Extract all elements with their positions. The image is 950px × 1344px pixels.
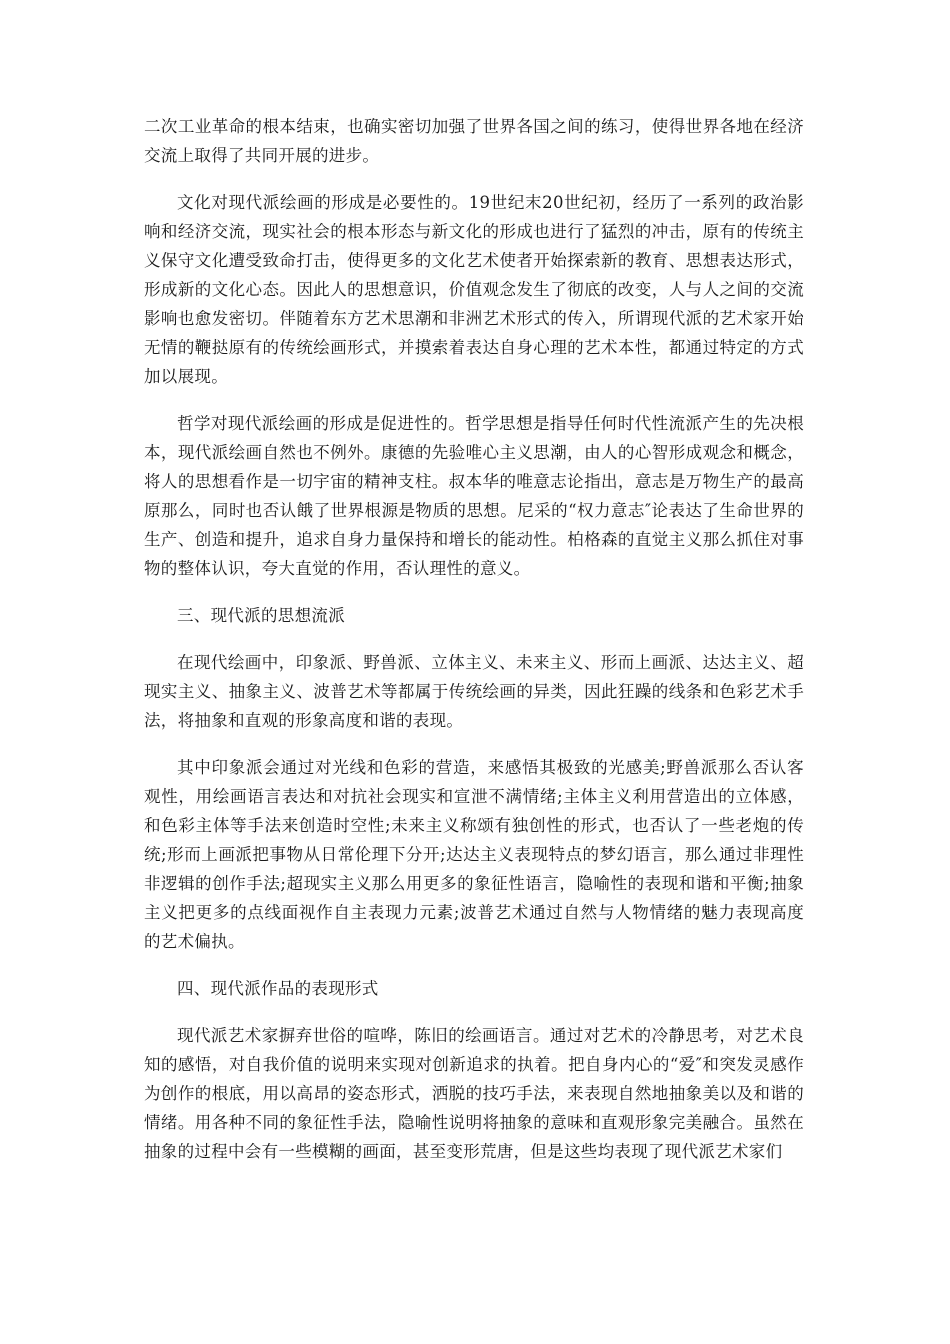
paragraph-philosophy: 哲学对现代派绘画的形成是促进性的。哲学思想是指导任何时代性流派产生的先决根本，现代派绘画自然也不例外。康德的先验唯心主义思潮，由人的心智形成观念和概念，将人的思想看作是一切宇宙的精神支柱。叔本华的唯意志论指出，意志是万物生产的最高原那么，同时也否认餓了世界根源是物质的思想。尼采的“权力意志″论表达了生命世界的生产、创造和提升，追求自身力量保持和增长的能动性。柏格森的直觉主义那么抓住对事物的整体认识，夸大直觉的作用，否认理性的意义。 [144,414,804,578]
document-body [144,112,804,1166]
section-heading-3: 三、现代派的思想流派 [177,606,345,625]
paragraph-forms: 现代派艺术家摒弃世俗的喧哗，陈旧的绘画语言。通过对艺术的冷静思考，对艺术良知的感悟，对自我价值的说明来实现对创新追求的执着。把自身内心的“爱″和突发灵感作为创作的根底，用以高昂的姿态形式，洒脱的技巧手法，来表现自然地抽象美以及和谐的情绪。用各种不同的象征性手法，隐喻性说明将抽象的意味和直观形象完美融合。虽然在抽象的过程中会有一些模糊的画面，甚至变形荒唐，但是这些均表现了现代派艺术家们 [144,1026,804,1161]
paragraph-continuation: 二次工业革命的根本结束，也确实密切加强了世界各国之间的练习，使得世界各地在经济交流上取得了共同开展的进步。 [144,117,804,165]
paragraph-schools-detail: 其中印象派会通过对光线和色彩的营造，来感悟其极致的光感美;野兽派那么否认客观性，用绘画语言表达和对抗社会现实和宣泄不满情绪;主体主义利用营造出的立体感，和色彩主体等手法来创造时空性;未来主义称颂有独创性的形式，也否认了一些老炮的传统;形而上画派把事物从日常伦理下分开;达达主义表现特点的梦幻语言，那么通过非理性非逻辑的创作手法;超现实主义那么用更多的象征性语言，隐喻性的表现和谐和平衡;抽象主义把更多的点线面视作自主表现力元素;波普艺术通过自然与人物情绪的魅力表现高度的艺术偏执。 [144,758,804,951]
paragraph-culture: 文化对现代派绘画的形成是必要性的。19世纪末20世纪初，经历了一系列的政治影响和经济交流，现实社会的根本形态与新文化的形成也进行了猛烈的冲击，原有的传统主义保守文化遭受致命打击，使得更多的文化艺术使者开始探索新的教育、思想表达形式，形成新的文化心态。因此人的思想意识，价值观念发生了彻底的改变，人与人之间的交流影响也愈发密切。伴随着东方艺术思潮和非洲艺术形式的传入，所谓现代派的艺术家开始无情的鞭挞原有的传统绘画形式，并摸索着表达自身心理的艺术本性，都通过特定的方式加以展现。 [144,193,804,386]
paragraph-schools-list: 在现代绘画中，印象派、野兽派、立体主义、未来主义、形而上画派、达达主义、超现实主义、抽象主义、波普艺术等都属于传统绘画的异类，因此狂躁的线条和色彩艺术手法，将抽象和直观的形象高度和谐的表现。 [144,653,804,730]
section-heading-4: 四、现代派作品的表现形式 [177,979,379,998]
